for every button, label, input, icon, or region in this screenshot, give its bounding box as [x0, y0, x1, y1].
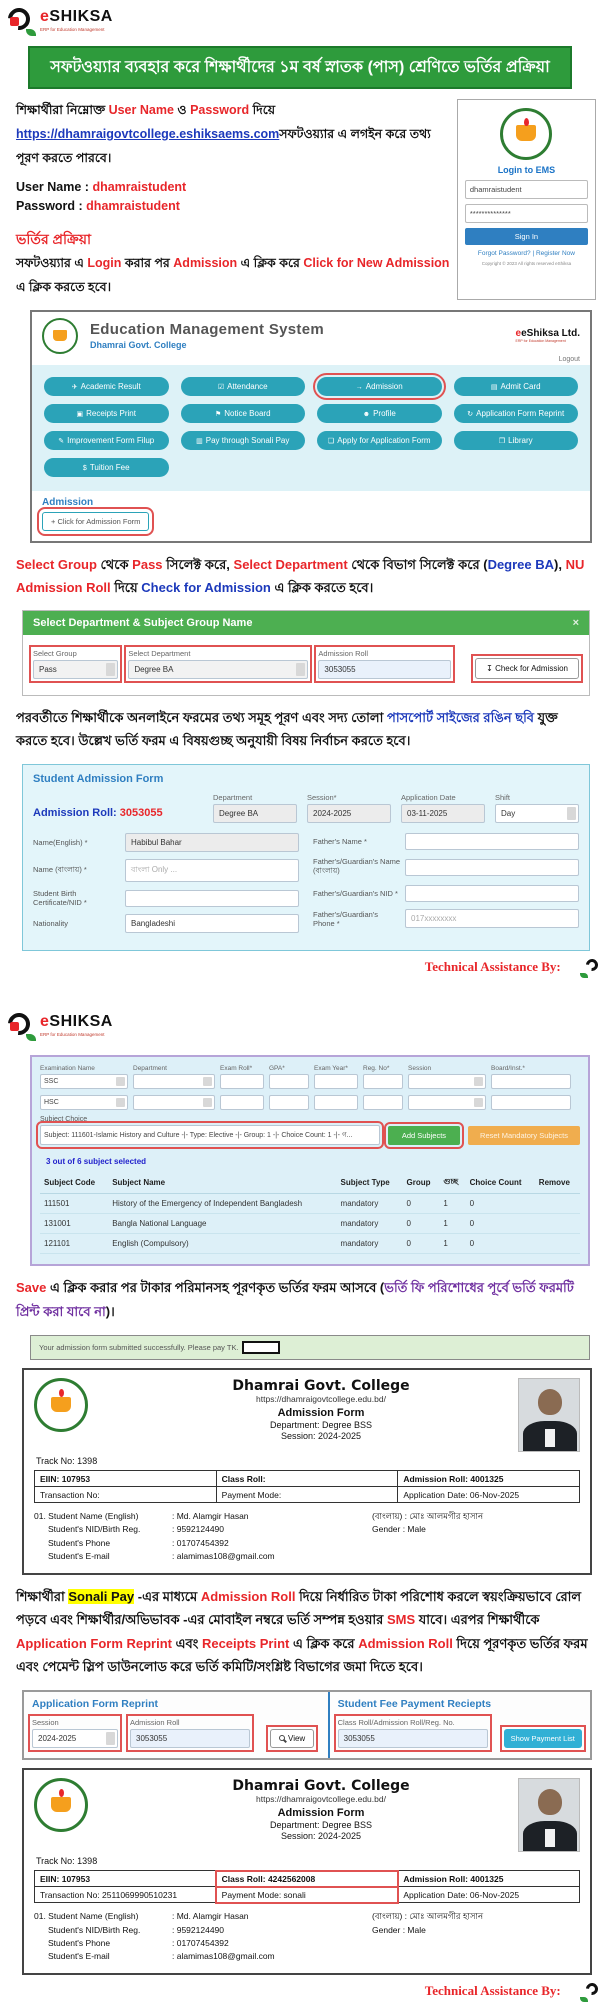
student-details: 01. Student Name (English) : Md. Alamgir Hasan (বাংলায়) : মোঃ আলমগীর হাসান Student's NID/Birth Reg. : 9592124490 Gender : Male Student's Phone : 01707454392 Student's E-mail : alamimas108@gmail.com: [34, 1911, 484, 1961]
subjects-selected-note: 3 out of 6 subject selected: [46, 1157, 147, 1167]
button-admission[interactable]: → Admission: [317, 377, 442, 396]
password-value: dhamraistudent: [86, 199, 180, 213]
login-title: Login to EMS: [497, 165, 556, 175]
file-icon: ❏: [327, 437, 335, 445]
father-name-bangla-input[interactable]: [405, 859, 579, 876]
book-icon: ❒: [498, 437, 506, 445]
eshiksa-cap-icon: [498, 327, 516, 345]
college-name: Dhamrai Govt. College: [232, 1378, 410, 1395]
button-notice-board[interactable]: ⚑ Notice Board: [181, 404, 306, 423]
ems-college-name: Dhamrai Govt. College: [90, 340, 187, 351]
button-application-form-reprint[interactable]: ↻ Application Form Reprint: [454, 404, 579, 423]
technical-assistance-footer: Technical Assistance By:: [0, 951, 600, 979]
amount-box: [242, 1341, 280, 1354]
session-dropdown[interactable]: [408, 1074, 486, 1089]
person-icon: ☻: [362, 410, 371, 418]
nationality-input[interactable]: Bangladeshi: [125, 914, 299, 933]
father-nid-input[interactable]: [405, 885, 579, 902]
photo-instruction: পরবর্তীতে শিক্ষার্থীকে অনলাইনে ফরমের তথ্য সমূহ পূরণ এবং সদ্য তোলা পাসপোর্ট সাইজের রঙিন ছবি যুক্ত করতে হবে। উল্লেখ ভর্তি ফরম এ বিষয়গুচ্ছ অনুযায়ী বিষয় নির্বাচন করতে হবে।: [16, 709, 558, 749]
admit-card-icon: ▤: [490, 383, 498, 391]
academic-result-icon: ✈: [71, 383, 78, 391]
eshiksa-cap-icon: [8, 8, 34, 34]
father-phone-input[interactable]: 017xxxxxxxx: [405, 909, 579, 928]
process-heading: ভর্তির প্রক্রিয়া: [16, 230, 91, 247]
refresh-icon: ↻: [467, 410, 474, 418]
check-for-admission-button[interactable]: ↧ Check for Admission: [475, 658, 579, 679]
admission-icon: →: [355, 383, 363, 391]
session-input: 2024-2025: [307, 804, 391, 823]
search-icon: [279, 1735, 285, 1741]
board-inst-input[interactable]: [491, 1095, 571, 1110]
subjects-table: Subject Code Subject Name Subject Type Group গুচ্ছ Choice Count Remove 111501 History of the Emergency of Independent Bangladesh mandatory 0 1 0 131001 Bangla National Language mandatory 0 1 0 121101 English (Compulsory) mandatory 0 1 0: [40, 1172, 580, 1254]
intro-paragraph: শিক্ষার্থীরা নিম্নোক্ত User Name ও Password দিয়ে https://dhamraigovtcollege.eshiksaems.comসফটওয়্যার এ লগইন করে তথ্য পূরণ করতে পারবে।: [16, 103, 431, 165]
show-payment-list-button[interactable]: Show Payment List: [504, 1729, 582, 1748]
select-department-field: Select Department Degree BA: [128, 649, 308, 679]
button-apply-application-form[interactable]: ❏ Apply for Application Form: [317, 431, 442, 450]
exam-roll-input[interactable]: [220, 1074, 264, 1089]
ems-url-link[interactable]: https://dhamraigovtcollege.eshiksaems.com: [16, 126, 280, 141]
form-info-table: EIIN: 107953 Class Roll: Admission Roll: 4001325 Transaction No: Payment Mode: Application Date: 06-Nov-2025: [34, 1470, 580, 1503]
download-icon: ↧: [486, 663, 493, 673]
select-group-dropdown[interactable]: Pass: [33, 660, 118, 679]
sonali-pay-instruction: শিক্ষার্থীরা Sonali Pay -এর মাধ্যমে Admission Roll দিয়ে নির্ধারিত টাকা পরিশোধ করলে স্বয়ংক্রিয়ভাবে রোল পড়বে এবং শিক্ষার্থীর/অভিভাবক -এর মোবাইল নম্বরে ভর্তি সম্পন্ন হওয়ার SMS যাবে। এরপর শিক্ষার্থীকে Application Form Reprint এবং Receipts Print এ ক্লিক করে Admission Roll দিয়ে পূরণকৃত ভর্তির ফরম এবং পেমেন্ট স্লিপ ডাউনলোড করে ভর্তি কমিটি/সংশ্লিষ্ট বিভাগের জমা দিতে হবে।: [16, 1588, 588, 1675]
admission-form-document-paid: Dhamrai Govt. College https://dhamraigovtcollege.edu.bd/ Admission Form Department: Degree BSS Session: 2024-2025 Track No: 1398 EIIN: 107953 Class Roll: 4242562008 Admission Roll: 4001325 Transaction No: 2511069990510231 Payment Mode: sonali Application Date: 06-Nov-2025 01. Student Name (English) : Md. Alamgir Hasan (বাংলায়) : মোঃ আলমগীর হাসান Student's NID/Birth Reg. : 9592124490 Gender : Male Student's Phone : 01707454392 Student's E-mail : alamimas108@gmail.com: [22, 1768, 592, 1975]
college-url: https://dhamraigovtcollege.edu.bd/: [256, 1794, 386, 1805]
admission-roll-field: Admission Roll 3053055: [318, 649, 451, 679]
notice-icon: ⚑: [214, 410, 222, 418]
pencil-icon: ✎: [58, 437, 65, 445]
name-english-input[interactable]: Habibul Bahar: [125, 833, 299, 852]
sign-in-button[interactable]: Sign In: [465, 228, 588, 245]
admission-roll-display: Admission Roll: 3053055: [33, 807, 163, 820]
eshiksa-logo: [0, 0, 600, 40]
add-subjects-button[interactable]: Add Subjects: [388, 1126, 460, 1145]
select-group-instruction: Select Group থেকে Pass সিলেক্ট করে, Select Department থেকে বিভাগ সিলেক্ট করে (Degree BA), NU Admission Roll দিয়ে Check for Admission এ ক্লিক করতে হবে।: [16, 556, 585, 596]
admission-form-document: Dhamrai Govt. College https://dhamraigovtcollege.edu.bd/ Admission Form Department: Degree BSS Session: 2024-2025 Track No: 1398 EIIN: 107953 Class Roll: Admission Roll: 4001325 Transaction No: Payment Mode: Application Date: 06-Nov-2025 01. Student Name (English) : Md. Alamgir Hasan (বাংলায়) : মোঃ আলমগীর হাসান Student's NID/Birth Reg. : 9592124490 Gender : Male Student's Phone : 01707454392 Student's E-mail : alamimas108@gmail.com: [22, 1368, 592, 1575]
view-button[interactable]: View: [270, 1729, 314, 1748]
eshiksa-ltd-logo: eeShiksa Ltd. ERP for Education Management: [498, 327, 580, 345]
payment-receipts-panel: Student Fee Payment Reciepts Class Roll/Admission Roll/Reg. No. 3053055 Show Payment List: [330, 1692, 590, 1758]
admission-section-label: Admission: [42, 496, 94, 508]
exam-year-input[interactable]: [314, 1095, 358, 1110]
session-dropdown[interactable]: 2024-2025: [32, 1729, 118, 1748]
subject-choice-dropdown[interactable]: Subject: 111601-Islamic History and Culture -|- Type: Elective -|- Group: 1 -|- Choice Count: 1 -|- গ...: [40, 1125, 380, 1145]
student-admission-form: Student Admission Form Admission Roll: 3053055 Department Degree BA Session* 2024-2025 Application Date 03-11-2025 Shift Day Name(English) * Habibul Bahar Name (বাংলায়) * বাংলা Only ... Student Birth Certificate/NID * Nationality Bangladeshi Father's Name * Father's/Guardian's Name (বাংলায়) Father's/Guardian's NID * Father's/Guardian's Phone * 017xxxxxxxx: [22, 764, 590, 951]
submission-success-bar: Your admission form submitted successfully. Please pay TK.: [30, 1335, 590, 1360]
button-receipts-print[interactable]: ▣ Receipts Print: [44, 404, 169, 423]
money-icon: $: [82, 464, 87, 472]
reg-no-input[interactable]: [363, 1074, 403, 1089]
page-title-banner: সফটওয়্যার ব্যবহার করে শিক্ষার্থীদের ১ম বর্ষ স্নাতক (পাস) শ্রেণিতে ভর্তির প্রক্রিয়া: [28, 46, 572, 89]
select-department-dropdown[interactable]: Degree BA: [128, 660, 308, 679]
logout-link[interactable]: Logout: [558, 355, 580, 363]
gpa-input[interactable]: [269, 1095, 309, 1110]
button-attendance[interactable]: ☑ Attendance: [181, 377, 306, 396]
save-instruction: Save এ ক্লিক করার পর টাকার পরিমানসহ পূরণকৃত ভর্তির ফরম আসবে (ভর্তি ফি পরিশোধের পূর্বে ভর্তি ফরমটি প্রিন্ট করা যাবে না)।: [16, 1280, 574, 1319]
application-date-input: 03-11-2025: [401, 804, 485, 823]
ems-dashboard: [30, 310, 592, 543]
college-logo: [34, 1778, 88, 1832]
button-profile[interactable]: ☻ Profile: [317, 404, 442, 423]
reprint-receipts-panels: [22, 1690, 592, 1760]
exam-year-input[interactable]: [314, 1074, 358, 1089]
eshiksa-cap-icon: [568, 1983, 586, 2001]
attendance-icon: ☑: [217, 383, 225, 391]
eshiksa-cap-icon: [8, 1013, 34, 1039]
shift-dropdown[interactable]: Day: [495, 804, 579, 823]
username-value: dhamraistudent: [92, 180, 187, 195]
track-no: Track No: 1398: [36, 1456, 98, 1467]
reset-mandatory-subjects-button[interactable]: Reset Mandatory Subjects: [468, 1126, 580, 1145]
reg-no-input[interactable]: [363, 1095, 403, 1110]
ems-title: Education Management System: [90, 321, 324, 339]
exam-name-dropdown-hsc[interactable]: HSC: [40, 1095, 128, 1110]
exam-info-panel: Examination Name SSC Department Exam Roll* GPA* Exam Year* Reg. No* Session Board/Inst.* HSC Subject Choice Subject: 111601-Islamic History and Culture -|- Type: Elective -|- Group: 1 -|- Choice Count: 1 -|- গ... Add Subjects Reset Mandatory Subjects 3 out of 6 subject selected Subject Code Subject Name Subject Type Group গুচ্ছ Choice Count Remove 111501 History of the Emergency of Independent Bangladesh mandatory 0 1 0 131001 Bangla National Language mandatory 0 1 0 121101 English (Compulsory) mandatory 0 1 0: [30, 1055, 590, 1266]
table-row: 121101 English (Compulsory) mandatory 0 1 0: [40, 1234, 580, 1254]
modal-title: Select Department & Subject Group Name: [33, 616, 253, 629]
session-dropdown[interactable]: [408, 1095, 486, 1110]
printer-icon: ▣: [76, 410, 84, 418]
forgot-password-link[interactable]: Forgot Password?: [477, 250, 531, 257]
button-library[interactable]: ❒ Library: [454, 431, 579, 450]
student-photo: [518, 1778, 580, 1852]
button-admit-card[interactable]: ▤ Admit Card: [454, 377, 579, 396]
board-inst-input[interactable]: [491, 1074, 571, 1089]
eshiksa-cap-icon: [568, 959, 586, 977]
department-dropdown[interactable]: [133, 1074, 215, 1089]
name-bangla-input[interactable]: বাংলা Only ...: [125, 859, 299, 882]
application-form-reprint-panel: Application Form Reprint Session 2024-2025 Admission Roll 3053055 View: [24, 1692, 330, 1758]
exam-name-dropdown-ssc[interactable]: SSC: [40, 1074, 128, 1089]
login-instruction: সফটওয়্যার এ Login করার পর Admission এ ক্লিক করে Click for New Admission এ ক্লিক করতে হবে।: [16, 256, 450, 295]
click-for-admission-form-button[interactable]: + Click for Admission Form: [42, 512, 149, 531]
button-pay-sonali-pay[interactable]: ▥ Pay through Sonali Pay: [181, 431, 306, 450]
admission-roll-input[interactable]: 3053055: [130, 1729, 250, 1748]
form-title: Student Admission Form: [33, 773, 164, 786]
student-details: 01. Student Name (English) : Md. Alamgir Hasan (বাংলায়) : মোঃ আলমগীর হাসান Student's NID/Birth Reg. : 9592124490 Gender : Male Student's Phone : 01707454392 Student's E-mail : alamimas108@gmail.com: [34, 1511, 484, 1561]
college-name: Dhamrai Govt. College: [232, 1778, 410, 1795]
username-input[interactable]: dhamraistudent: [465, 180, 588, 199]
track-no: Track No: 1398: [36, 1856, 98, 1867]
select-department-modal: [22, 610, 590, 696]
button-tuition-fee[interactable]: $ Tuition Fee: [44, 458, 169, 477]
college-url: https://dhamraigovtcollege.edu.bd/: [256, 1394, 386, 1405]
login-card: Login to EMS dhamraistudent ************** Sign In Forgot Password? | Register Now Copyright © 2023 All rights reserved eShiksa: [457, 99, 596, 300]
department-input: Degree BA: [213, 804, 297, 823]
exam-roll-input[interactable]: [220, 1095, 264, 1110]
class-roll-input[interactable]: 3053055: [338, 1729, 488, 1748]
father-name-input[interactable]: [405, 833, 579, 850]
close-icon[interactable]: ×: [572, 616, 579, 629]
button-improvement-form-filup[interactable]: ✎ Improvement Form Filup: [44, 431, 169, 450]
register-now-link[interactable]: Register Now: [535, 250, 575, 257]
department-dropdown[interactable]: [133, 1095, 215, 1110]
select-group-field: Select Group Pass: [33, 649, 118, 679]
brand-tagline: ERP for Education Management: [40, 27, 105, 32]
subject-choice-label: Subject Choice: [40, 1116, 88, 1124]
gpa-input[interactable]: [269, 1074, 309, 1089]
login-copyright: Copyright © 2023 All rights reserved eShiksa: [481, 261, 572, 266]
sonali-pay-highlight: Sonali Pay: [68, 1588, 135, 1604]
college-logo: [34, 1378, 88, 1432]
admission-roll-input[interactable]: 3053055: [318, 660, 451, 679]
brand-name: eSHIKSA: [40, 8, 113, 25]
technical-assistance-footer: Technical Assistance By:: [0, 1975, 600, 2003]
table-row: 131001 Bangla National Language mandatory 0 1 0: [40, 1214, 580, 1234]
form-info-table: EIIN: 107953 Class Roll: 4242562008 Admission Roll: 4001325 Transaction No: 2511069990510231 Payment Mode: sonali Application Date: 06-Nov-2025: [34, 1870, 580, 1903]
card-icon: ▥: [196, 437, 203, 445]
eshiksa-logo-page2: eSHIKSA ERP for Education Management: [0, 1005, 600, 1045]
password-input[interactable]: **************: [465, 204, 588, 223]
table-row: 111501 History of the Emergency of Independent Bangladesh mandatory 0 1 0: [40, 1194, 580, 1214]
button-academic-result[interactable]: ✈ Academic Result: [44, 377, 169, 396]
student-photo: [518, 1378, 580, 1452]
college-logo: [500, 108, 552, 160]
college-logo: [42, 318, 78, 354]
credentials: User Name : dhamraistudent Password : dhamraistudent: [16, 180, 187, 213]
birth-certificate-input[interactable]: [125, 890, 299, 907]
